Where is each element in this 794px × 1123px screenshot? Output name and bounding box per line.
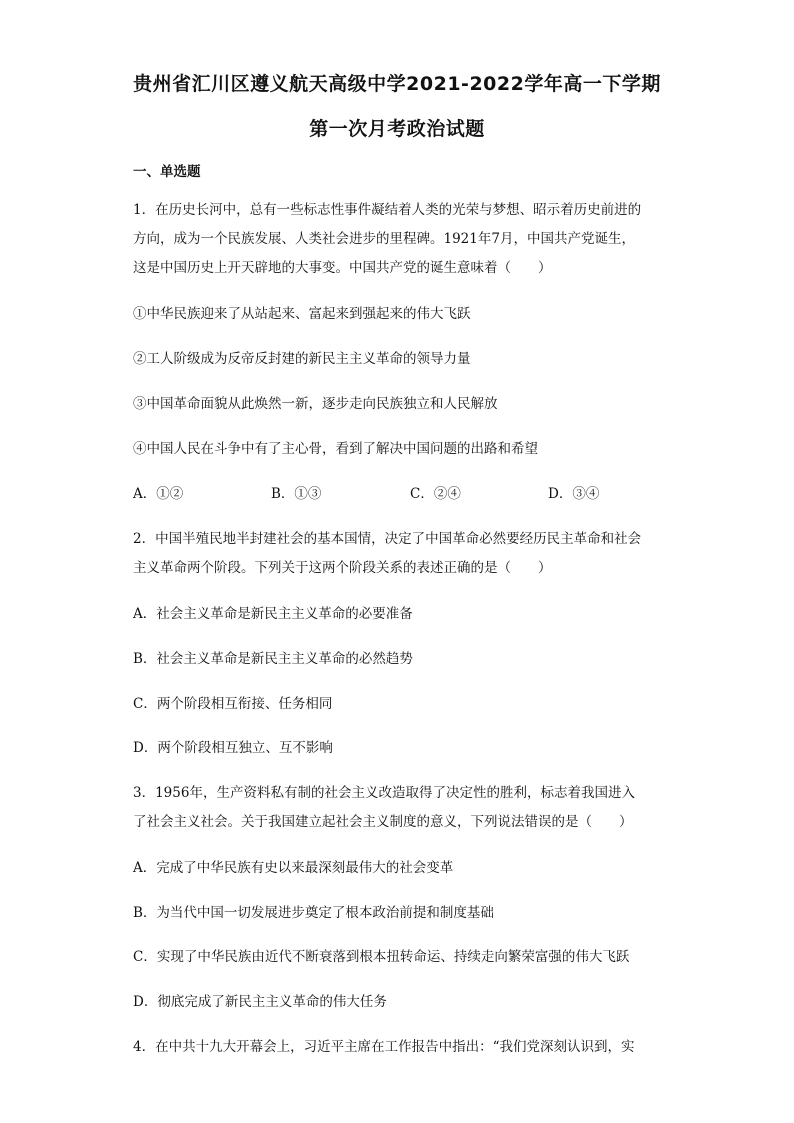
question-2-option-d: D．两个阶段相互独立、互不影响 — [133, 740, 333, 756]
question-1-option-b: B．①③ — [271, 486, 322, 502]
question-1-statement-3: ③中国革命面貌从此焕然一新，逐步走向民族独立和人民解放 — [133, 396, 498, 412]
question-3-option-c: C．实现了中华民族由近代不断衰落到根本扭转命运、持续走向繁荣富强的伟大飞跃 — [133, 949, 630, 965]
question-1-option-c: C．②④ — [410, 486, 461, 502]
question-1-stem-line-2: 方向，成为一个民族发展、人类社会进步的里程碑。1921年7月，中国共产党诞生， — [133, 231, 635, 247]
document-title-line-1: 贵州省汇川区遵义航天高级中学2021-2022学年高一下学期 — [133, 73, 661, 95]
question-3-option-d: D．彻底完成了新民主主义革命的伟大任务 — [133, 994, 387, 1010]
document-title-line-2: 第一次月考政治试题 — [309, 118, 485, 140]
question-3-stem-line-2: 了社会主义社会。关于我国建立起社会主义制度的意义，下列说法错误的是（ ） — [133, 814, 633, 830]
question-3-option-a: A．完成了中华民族有史以来最深刻最伟大的社会变革 — [133, 860, 454, 876]
question-4-stem-line-1: 4．在中共十九大开幕会上，习近平主席在工作报告中指出：“我们党深刻认识到，实 — [133, 1039, 635, 1055]
question-1-option-d: D．③④ — [548, 486, 600, 502]
question-1-statement-2: ②工人阶级成为反帝反封建的新民主主义革命的领导力量 — [133, 351, 471, 367]
question-2-stem-line-1: 2．中国半殖民地半封建社会的基本国情，决定了中国革命必然要经历民主革命和社会 — [133, 531, 642, 547]
question-3-option-b: B．为当代中国一切发展进步奠定了根本政治前提和制度基础 — [133, 905, 494, 921]
question-2-option-c: C．两个阶段相互衔接、任务相同 — [133, 696, 333, 712]
question-1-stem-line-3: 这是中国历史上开天辟地的大事变。中国共产党的诞生意味着（ ） — [133, 260, 552, 276]
question-2-option-b: B．社会主义革命是新民主主义革命的必然趋势 — [133, 651, 413, 667]
question-2-stem-line-2: 主义革命两个阶段。下列关于这两个阶段关系的表述正确的是（ ） — [133, 560, 552, 576]
question-1-statement-4: ④中国人民在斗争中有了主心骨，看到了解决中国问题的出路和希望 — [133, 441, 538, 457]
question-1-statement-1: ①中华民族迎来了从站起来、富起来到强起来的伟大飞跃 — [133, 306, 471, 322]
section-heading: 一、单选题 — [133, 164, 201, 180]
question-1-option-a: A．①② — [133, 486, 184, 502]
question-3-stem-line-1: 3．1956年，生产资料私有制的社会主义改造取得了决定性的胜利，标志着我国进入 — [133, 785, 635, 801]
question-2-option-a: A．社会主义革命是新民主主义革命的必要准备 — [133, 606, 413, 622]
question-1-stem-line-1: 1．在历史长河中，总有一些标志性事件凝结着人类的光荣与梦想、昭示着历史前进的 — [133, 202, 642, 218]
